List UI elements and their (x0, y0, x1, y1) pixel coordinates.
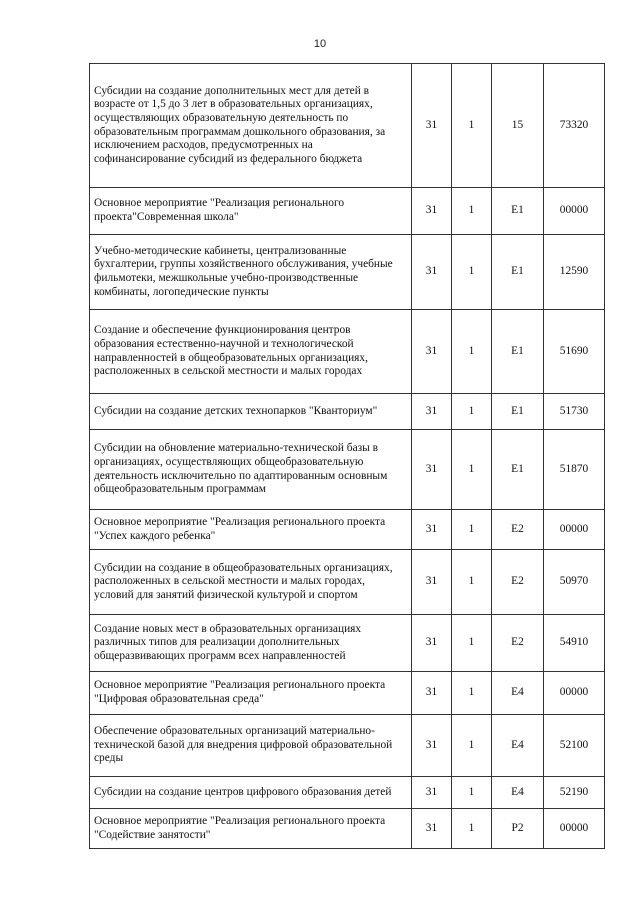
row-code-1: 31 (412, 235, 452, 310)
row-code-3: E1 (492, 235, 544, 310)
table-row (90, 715, 605, 777)
row-code-3: E4 (492, 715, 544, 777)
row-code-3: E1 (492, 188, 544, 235)
row-code-4: 52100 (544, 715, 605, 777)
row-code-2: 1 (452, 310, 492, 394)
table-row (90, 188, 605, 235)
row-description: Основное мероприятие "Реализация регионального проекта "Цифровая образовательная среда" (90, 672, 412, 715)
table-row (90, 777, 605, 809)
row-code-1: 31 (412, 394, 452, 430)
row-code-2: 1 (452, 715, 492, 777)
row-code-4: 12590 (544, 235, 605, 310)
row-code-3: 15 (492, 64, 544, 188)
row-code-2: 1 (452, 188, 492, 235)
row-code-4: 00000 (544, 672, 605, 715)
row-code-3: P2 (492, 809, 544, 849)
table-row (90, 809, 605, 849)
row-description: Субсидии на обновление материально-технической базы в организациях, осуществляющих общеобразовательную деятельность исключительно по адаптированным основным общеобразовательным программам (90, 430, 412, 510)
row-code-2: 1 (452, 777, 492, 809)
row-code-4: 00000 (544, 510, 605, 550)
row-code-1: 31 (412, 188, 452, 235)
table-row (90, 430, 605, 510)
table-row (90, 64, 605, 188)
row-code-1: 31 (412, 64, 452, 188)
row-code-3: E2 (492, 550, 544, 615)
row-code-2: 1 (452, 809, 492, 849)
row-code-3: E1 (492, 394, 544, 430)
row-code-2: 1 (452, 394, 492, 430)
row-code-3: E4 (492, 672, 544, 715)
row-description: Обеспечение образовательных организаций материально-технической базой для внедрения цифровой образовательной среды (90, 715, 412, 777)
row-code-3: E1 (492, 430, 544, 510)
row-code-4: 54910 (544, 615, 605, 672)
row-code-1: 31 (412, 777, 452, 809)
row-code-1: 31 (412, 615, 452, 672)
row-code-4: 50970 (544, 550, 605, 615)
row-description: Основное мероприятие "Реализация регионального проекта "Содействие занятости" (90, 809, 412, 849)
row-code-1: 31 (412, 510, 452, 550)
row-code-2: 1 (452, 235, 492, 310)
row-code-3: E1 (492, 310, 544, 394)
table-row (90, 672, 605, 715)
row-code-3: E2 (492, 615, 544, 672)
table-row (90, 550, 605, 615)
row-code-2: 1 (452, 615, 492, 672)
row-code-1: 31 (412, 809, 452, 849)
row-code-4: 51870 (544, 430, 605, 510)
table-row (90, 235, 605, 310)
row-description: Создание и обеспечение функционирования центров образования естественно-научной и технологической направленностей в общеобразовательных организациях, расположенных в сельской местности и малых городах (90, 310, 412, 394)
row-code-3: E4 (492, 777, 544, 809)
row-description: Субсидии на создание детских технопарков "Кванториум" (90, 394, 412, 430)
row-description: Субсидии на создание в общеобразовательных организациях, расположенных в сельской местности и малых городах, условий для занятий физической культурой и спортом (90, 550, 412, 615)
budget-classification-table (89, 63, 605, 849)
table-row (90, 310, 605, 394)
row-description: Создание новых мест в образовательных организациях различных типов для реализации дополнительных общеразвивающих программ всех направленностей (90, 615, 412, 672)
page-number: 10 (313, 38, 327, 50)
row-code-2: 1 (452, 64, 492, 188)
row-code-2: 1 (452, 672, 492, 715)
row-code-1: 31 (412, 672, 452, 715)
row-description: Учебно-методические кабинеты, централизованные бухгалтерии, группы хозяйственного обслуживания, учебные фильмотеки, межшкольные учебно-производственные комбинаты, логопедические пункты (90, 235, 412, 310)
row-code-4: 51690 (544, 310, 605, 394)
table-row (90, 394, 605, 430)
row-description: Основное мероприятие "Реализация регионального проекта "Успех каждого ребенка" (90, 510, 412, 550)
row-description: Субсидии на создание центров цифрового образования детей (90, 777, 412, 809)
row-code-4: 51730 (544, 394, 605, 430)
row-description: Основное мероприятие "Реализация регионального проекта"Современная школа" (90, 188, 412, 235)
row-code-4: 00000 (544, 188, 605, 235)
row-code-2: 1 (452, 510, 492, 550)
row-description: Субсидии на создание дополнительных мест для детей в возрасте от 1,5 до 3 лет в образовательных организациях, осуществляющих образовательную деятельность по образовательным программам дошкольного образования, за исключением расходов, предусмотренных на софинансирование субсидий из федерального бюджета (90, 64, 412, 188)
row-code-1: 31 (412, 310, 452, 394)
row-code-1: 31 (412, 550, 452, 615)
table-row (90, 510, 605, 550)
row-code-4: 73320 (544, 64, 605, 188)
row-code-1: 31 (412, 430, 452, 510)
row-code-4: 00000 (544, 809, 605, 849)
table-row (90, 615, 605, 672)
row-code-4: 52190 (544, 777, 605, 809)
row-code-2: 1 (452, 550, 492, 615)
row-code-1: 31 (412, 715, 452, 777)
row-code-3: E2 (492, 510, 544, 550)
row-code-2: 1 (452, 430, 492, 510)
